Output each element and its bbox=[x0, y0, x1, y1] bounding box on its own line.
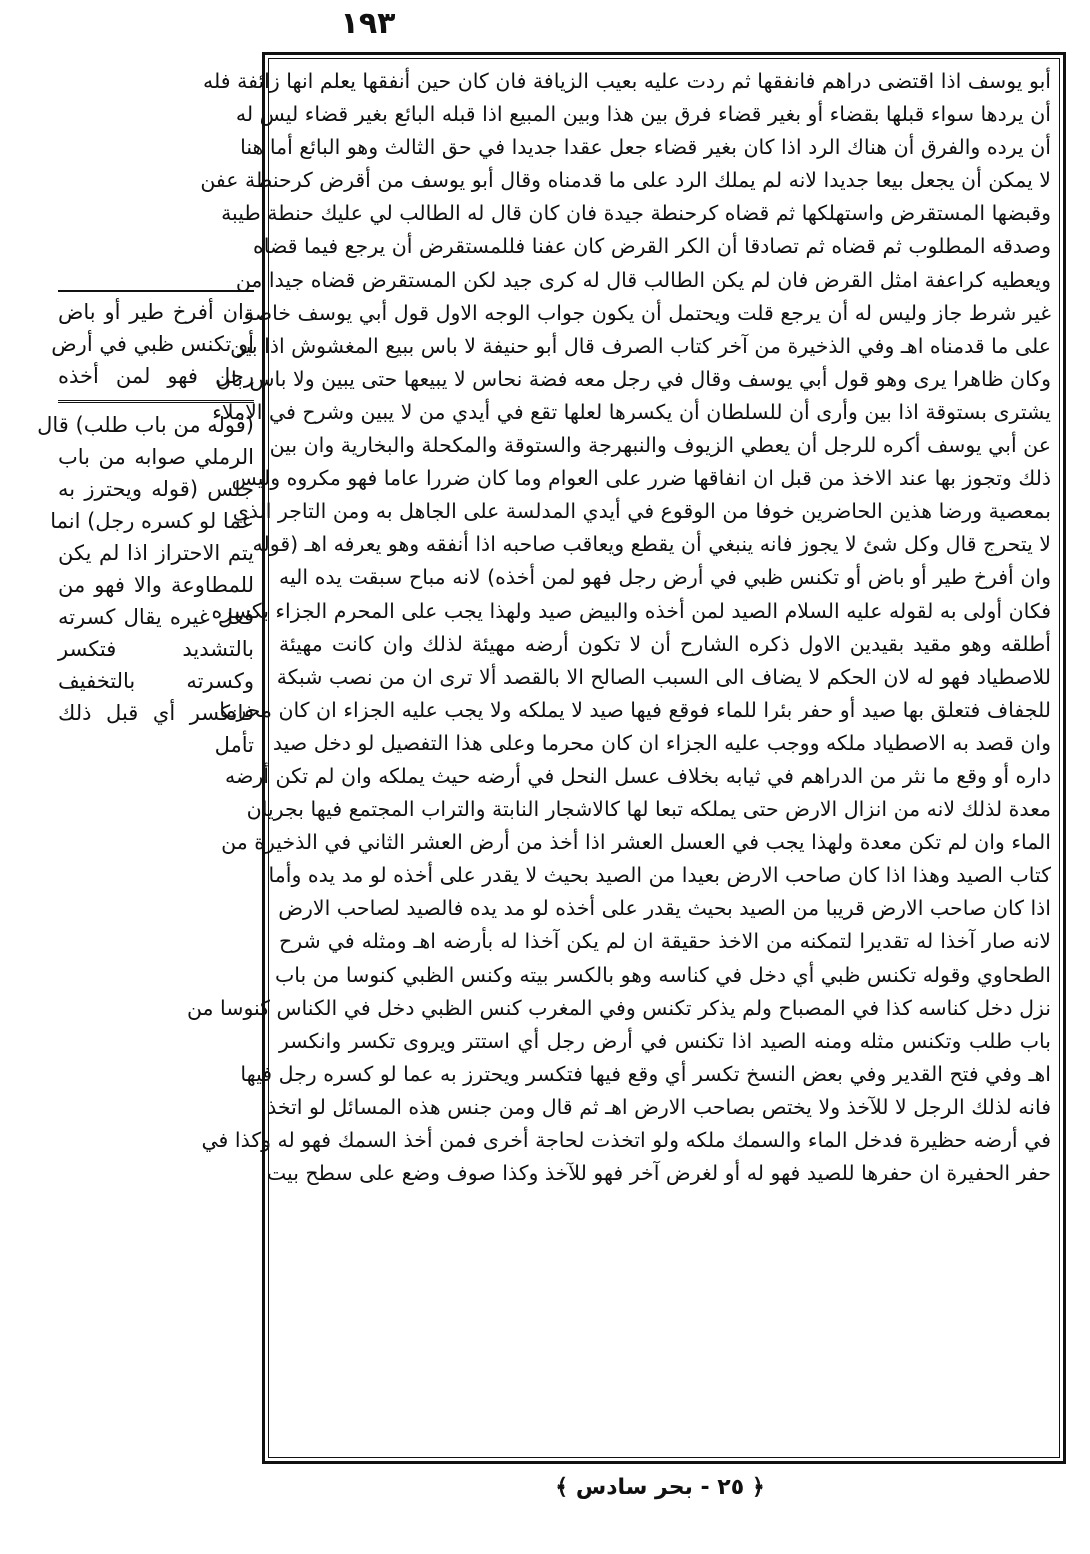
margin-hashiya-line: تأمل bbox=[214, 733, 254, 757]
margin-hashiya-line: فانكسر أي قبل ذلك bbox=[58, 701, 254, 725]
margin-hashiya-line: للمطاوعة والا فهو من bbox=[58, 573, 254, 597]
margin-hashiya-line: فعل غيره يقال كسرته bbox=[58, 605, 254, 629]
main-text-line: لانه صار آخذا له تقديرا لتمكنه من الاخذ حقيقة ان لم يكن آخذا له بأرضه اهـ ومثله في شرح bbox=[279, 929, 1051, 954]
main-text-line: للجفاف فتعلق بها صيد أو حفر بئرا للماء فوقع فيها صيد لا يملكه ولا يجب عليه الجزاء ان كان محرما bbox=[219, 697, 1051, 722]
main-text-line: لا يمكن أن يجعل بيعا جديدا لانه لم يملك الرد على ما قدمناه وقال أبو يوسف من أقرض كرحنطة عفن bbox=[200, 168, 1051, 193]
main-text-line: لا يتحرج قال وكل شئ لا يجوز فانه ينبغي أن يقطع ويعاقب صاحبه اذا أنفقه وهو يعرفه اهـ (قوله bbox=[252, 532, 1051, 557]
margin-top-rule bbox=[58, 290, 254, 292]
main-text-line: كتاب الصيد وهذا اذا كان صاحب الارض بعيدا من الصيد بحيث لا يقدر على أخذه لو مد يده وأما bbox=[268, 863, 1051, 888]
main-text-line: فانه لذلك الرجل لا للآخذ ولا يختص بصاحب الارض اهـ ثم قال ومن جنس هذه المسائل لو اتخذ bbox=[267, 1094, 1051, 1119]
main-text-line: الطحاوي وقوله تكنس ظبي أي دخل في كناسه وهو بالكسر بيته وكنس الظبي كنوسا من باب bbox=[275, 962, 1051, 987]
main-text-line: فكان أولى به لقوله عليه السلام الصيد لمن أخذه والبيض صيد ولهذا يجب على المحرم الجزاء بكسره bbox=[211, 598, 1051, 623]
main-text-line: عن أبي يوسف أكره للرجل أن يعطي الزيوف والنبهرجة والستوقة والمكحلة والبخارية وان بين bbox=[269, 433, 1051, 458]
main-text-line: ويعطيه كراعفة امثل القرض فان لم يكن الطالب قال له كرى جيد لكن المستقرض قضاه جيدا من bbox=[235, 267, 1051, 292]
main-text-line: وقبضها المستقرض واستهلكها ثم قضاه كرحنطة جيدة فان كان قال له الطالب لي عليك حنطة طيبة bbox=[221, 201, 1051, 226]
main-text-line: اهـ وفي فتح القدير وفي بعض النسخ تكسر أي وقع فيها فتكسر ويحترز به عما لو كسره رجل فيها bbox=[240, 1061, 1051, 1086]
main-text-line: أن يرده والفرق أن هناك الرد اذا كان بغير قضاء جعل عقدا جديدا في حق الثالث وهو البائع أما هنا bbox=[240, 135, 1051, 160]
main-text-line: في أرضه حظيرة فدخل الماء والسمك ملكه ولو اتخذت لحاجة أخرى فمن أخذ السمك فهو له وكذا في bbox=[201, 1128, 1051, 1152]
margin-hashiya-line: (قوله من باب طلب) قال bbox=[37, 413, 254, 437]
main-text-line: وان أفرخ طير أو باض أو تكنس ظبي في أرض رجل فهو لمن أخذه) لانه مباح سبقت يده اليه bbox=[279, 565, 1051, 590]
margin-hashiya-line: عما لو كسره رجل) انما bbox=[50, 509, 254, 533]
main-text-line: أبو يوسف اذا اقتضى دراهم فانفقها ثم ردت عليه بعيب الزيافة فان كان حين أنفقها يعلم انها زائفة فله bbox=[202, 69, 1051, 93]
main-text-line: بمعصية ورضا هذين الحاضرين خوفا من الوقوع في أيدي المدلسة على الجاهل به ومن التاجر الذي bbox=[232, 499, 1051, 524]
margin-hashiya-line: بالتشديد فتكسر bbox=[58, 637, 254, 661]
margin-hashiya-line: يتم الاحتراز اذا لم يكن bbox=[58, 541, 254, 565]
main-text-line: الماء وان لم تكن معدة ولهذا يجب في العسل العشر اذا أخذ من أرض العشر الثاني في الذخيرة من bbox=[221, 830, 1051, 855]
main-text-line: غير شرط جاز وليس له أن يرجع قلت ويحتمل أن يكون جواب الوجه الاول قول أبي يوسف خاصة bbox=[243, 300, 1051, 325]
main-text-line: ذلك وتجوز بها عند الاخذ من قبل ان انفاقها ضرر على العوام وما كان ضررا عاما فهو مكروه وليس bbox=[231, 466, 1051, 491]
margin-matn-line: وان أفرخ طير أو باض bbox=[58, 300, 254, 324]
main-text-line: معدة لذلك لانه من انزال الارض حتى يملكه تبعا لها كالاشجار النابتة والتراب المجتمع فيها بجريان bbox=[246, 797, 1051, 822]
main-text-line: وان قصد به الاصطياد ملكه ووجب عليه الجزاء ان كان محرما وعلى هذا التفصيل لو دخل صيد bbox=[272, 730, 1051, 755]
main-text-line: وكان ظاهرا يرى وهو قول أبي يوسف وقال في رجل معه فضة نحاس لا يبيعها حتى يبين ولا باس بان bbox=[216, 366, 1051, 391]
main-text-line: باب طلب وتكنس مثله ومنه الصيد اذا تكنس في أرض رجل أي استتر ويروى تكسر وانكسر bbox=[279, 1028, 1051, 1053]
page-footer-signature: ﴿ ٢٥ - بحر سادس ﴾ bbox=[555, 1475, 765, 1500]
main-text-line: وصدقه المطلوب ثم قضاه ثم تصادقا أن الكر القرض كان عفنا فللمستقرض أن يرجع فيما قضاه bbox=[252, 234, 1051, 259]
main-text-line: على ما قدمناه اهـ وفي الذخيرة من آخر كتاب الصرف قال أبو حنيفة لا باس ببيع المغشوش اذا بين bbox=[230, 333, 1051, 358]
main-text-line: يشترى بستوقة اذا بين وأرى أن للسلطان أن يكسرها لعلها تقع في أيدي من لا يبين وشرح في الاملاء bbox=[212, 399, 1051, 424]
main-text-line: اذا كان صاحب الارض قريبا من الصيد بحيث يقدر على أخذه لو مد يده فالصيد لصاحب الارض bbox=[278, 896, 1051, 921]
main-text-line: للاصطياد فهو له لان الحكم لا يضاف الى السبب الصالح الا بالقصد ألا ترى ان من نصب شبكة bbox=[276, 664, 1051, 689]
page-number: ١٩٣ bbox=[340, 6, 396, 41]
margin-matn-line: أو تكنس ظبي في أرض bbox=[51, 332, 254, 356]
margin-commentary bbox=[37, 290, 254, 761]
margin-hashiya-line: جلس (قوله ويحترز به bbox=[58, 477, 254, 501]
margin-hashiya-line: وكسرته بالتخفيف bbox=[58, 669, 254, 693]
main-text-line: داره أو وقع ما نثر من الدراهم في ثيابه بخلاف عسل النحل في أرضه حيث يملكه وان لم تكن أرضه bbox=[224, 763, 1051, 788]
main-text-line: نزل دخل كناسه كذا في المصباح ولم يذكر تكنس وفي المغرب كنس الظبي دخل في الكناس كنوسا من bbox=[186, 995, 1051, 1020]
main-text-line: حفر الحفيرة ان حفرها للصيد فهو له أو لغرض آخر فهو للآخذ وكذا صوف وضع على سطح بيت bbox=[266, 1161, 1051, 1186]
main-text-line: أن يردها سواء قبلها بقضاء أو بغير قضاء فرق بين هذا وبين المبيع اذا قبله البائع بغير قضاء ليس له bbox=[235, 102, 1051, 127]
margin-hashiya-line: الرملي صوابه من باب bbox=[58, 445, 254, 469]
main-text-line: أطلقه وهو مقيد بقيدين الاول ذكره الشارح أن لا تكون أرضه مهيئة لذلك وان كانت مهيئة bbox=[279, 631, 1051, 656]
margin-matn-line: رجل فهو لمن أخذه bbox=[58, 364, 254, 388]
